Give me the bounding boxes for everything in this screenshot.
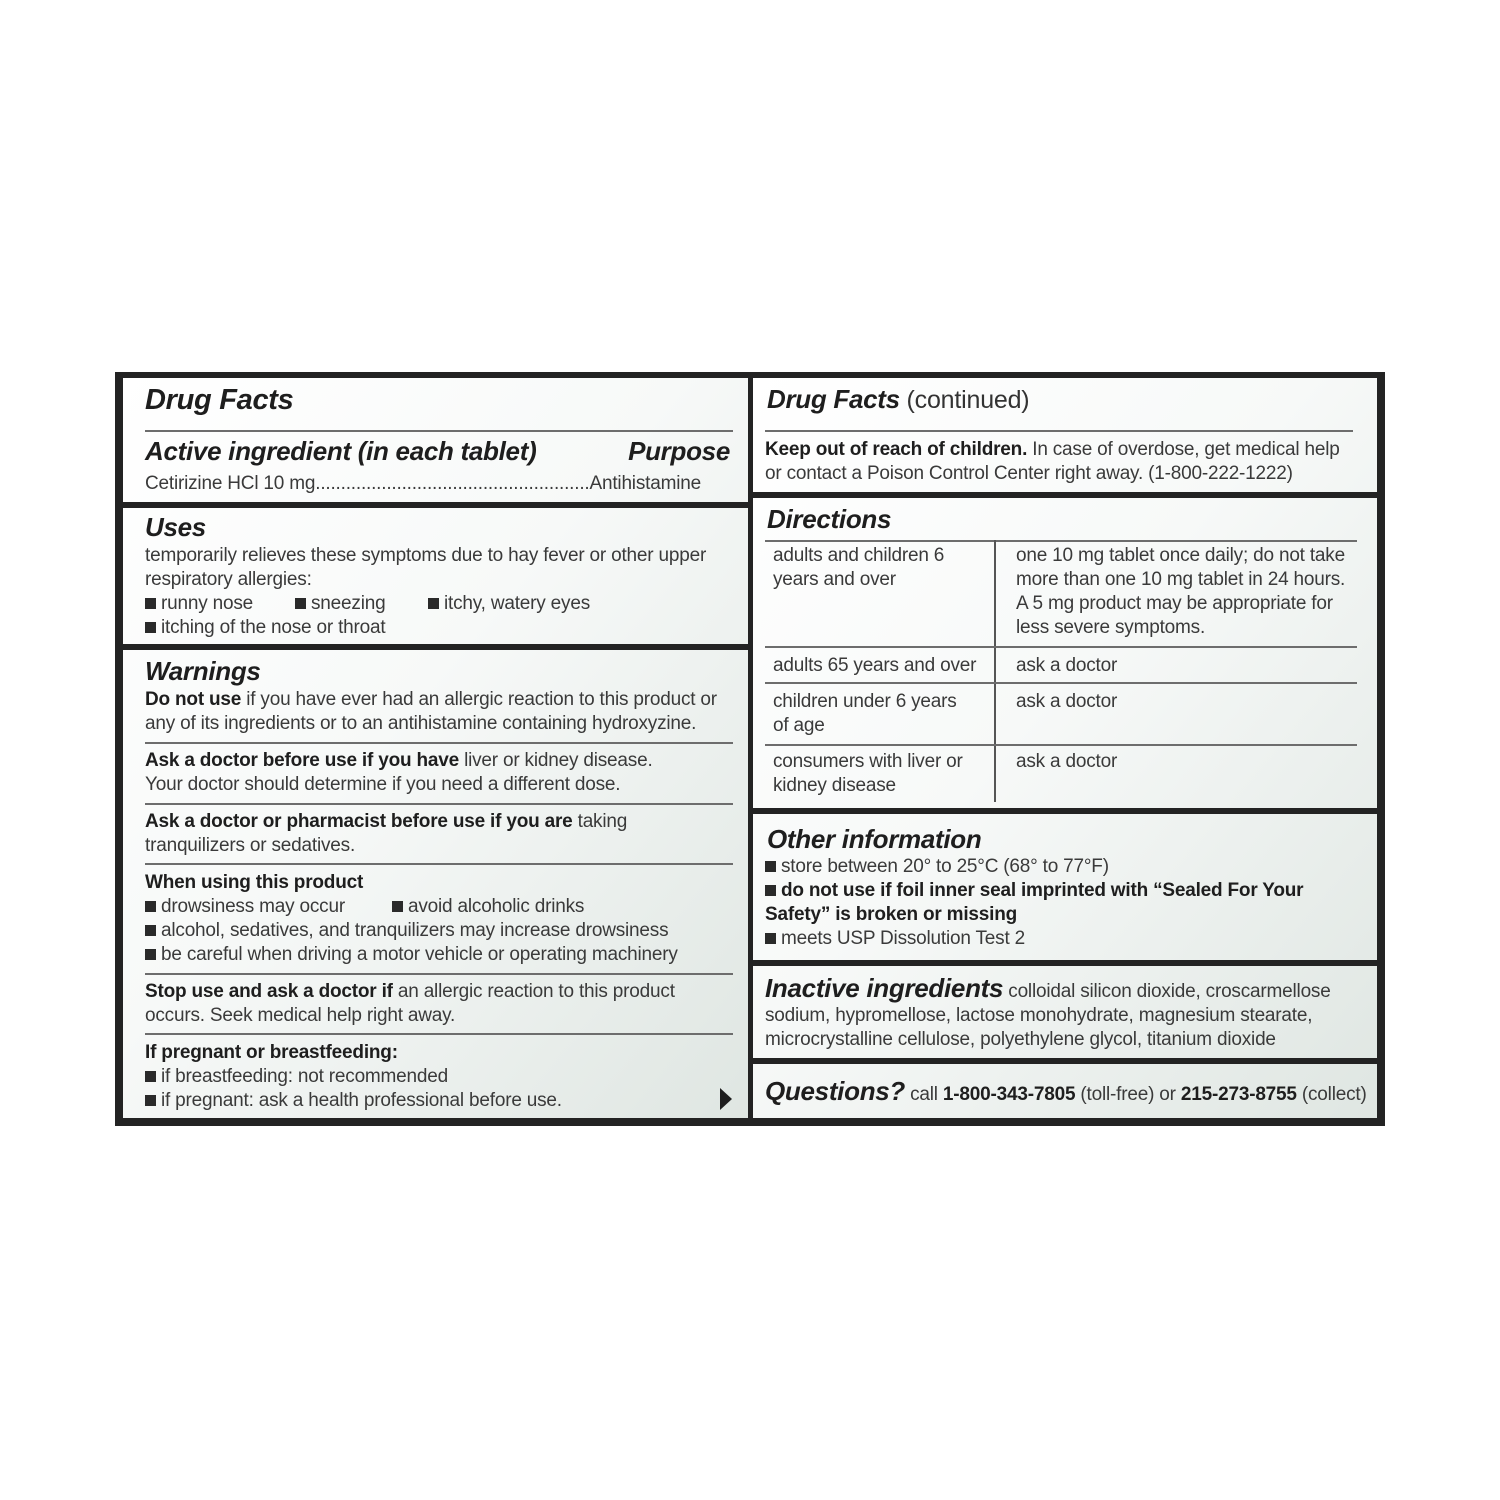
right-title: Drug Facts (continued) [767, 384, 1030, 414]
divider [145, 1033, 733, 1035]
directions-who: adults and children 6 years and over [773, 545, 945, 590]
uses-item: itchy, watery eyes [428, 592, 590, 616]
table-border [765, 540, 1357, 542]
other-info-item: store between 20° to 25°C (68° to 77°F) [765, 855, 1109, 879]
questions-heading: Questions? [765, 1076, 906, 1106]
page-title: Drug Facts [145, 384, 294, 416]
directions-who: adults 65 years and over [773, 655, 977, 676]
section-divider [753, 960, 1377, 966]
directions-what: ask a doctor [1016, 655, 1118, 676]
bullet-icon [295, 598, 306, 609]
keep-out-of-reach: Keep out of reach of children. In case of overdose, get medical help or contact a Poison Control Center right away. (1-800-222-1222) [765, 439, 1340, 484]
directions-who: consumers with liver or kidney disease [773, 751, 963, 796]
when-using-heading: When using this product [145, 872, 364, 893]
bullet-icon [145, 949, 156, 960]
ask-doctor: Ask a doctor before use if you have liver or kidney disease. Your doctor should determine if you need a different dose. [145, 750, 653, 795]
uses-item: sneezing [295, 592, 385, 616]
directions-table [765, 540, 1357, 806]
divider [145, 863, 733, 865]
divider [145, 973, 733, 975]
stop-use: Stop use and ask a doctor if an allergic reaction to this product occurs. Seek medical help right away. [145, 981, 675, 1026]
questions: Questions? call 1-800-343-7805 (toll-free) or 215-273-8755 (collect) [765, 1076, 1367, 1106]
inactive-ingredients: Inactive ingredients colloidal silicon dioxide, croscarmellose sodium, hypromellose, lactose monohydrate, magnesium stearate, microcrystalline cellulose, polyethylene glycol, titanium dioxide [765, 973, 1331, 1050]
directions-what: one 10 mg tablet once daily; do not take more than one 10 mg tablet in 24 hours. A 5 mg product may be appropriate for less severe symptoms. [1016, 545, 1346, 638]
divider [145, 430, 733, 432]
divider [145, 803, 733, 805]
table-border [765, 646, 1357, 648]
directions-what: ask a doctor [1016, 691, 1118, 712]
divider [145, 742, 733, 744]
active-ingredient-row [145, 472, 735, 496]
bullet-icon [765, 885, 776, 896]
directions-who: children under 6 years of age [773, 691, 957, 736]
warnings-heading: Warnings [145, 656, 261, 686]
when-using-item: be careful when driving a motor vehicle or operating machinery [145, 943, 678, 967]
section-divider [123, 502, 748, 508]
bullet-icon [428, 598, 439, 609]
do-not-use: Do not use if you have ever had an allergic reaction to this product or any of its ingredients or to an antihistamine containing hydroxyzine. [145, 689, 717, 734]
directions-what: ask a doctor [1016, 751, 1118, 772]
bullet-icon [145, 901, 156, 912]
other-info-heading: Other information [767, 824, 982, 854]
left-column [123, 378, 748, 1118]
leader-dots: ...................................................... [315, 473, 590, 494]
right-column [753, 378, 1377, 1118]
pregnant-heading: If pregnant or breastfeeding: [145, 1042, 398, 1063]
other-info-item: do not use if foil inner seal imprinted with “Sealed For Your Safety” is broken or missing [765, 880, 1304, 925]
drug-facts-label [115, 372, 1385, 1126]
bullet-icon [145, 925, 156, 936]
directions-heading: Directions [767, 504, 892, 534]
phone-collect[interactable]: 215-273-8755 [1180, 1084, 1297, 1105]
divider [765, 430, 1353, 432]
bullet-icon [145, 1071, 156, 1082]
section-divider [753, 1058, 1377, 1064]
inactive-heading: Inactive ingredients [765, 973, 1004, 1003]
bullet-icon [765, 933, 776, 944]
bullet-icon [145, 622, 156, 633]
uses-item: itching of the nose or throat [145, 616, 385, 640]
active-ingredient-heading: Active ingredient (in each tablet) [145, 436, 537, 466]
section-divider [753, 808, 1377, 814]
bullet-icon [145, 598, 156, 609]
when-using-item: avoid alcoholic drinks [392, 895, 584, 919]
table-border [765, 682, 1357, 684]
section-divider [753, 492, 1377, 498]
phone-tollfree[interactable]: 1-800-343-7805 [942, 1084, 1076, 1105]
pregnant-item: if pregnant: ask a health professional before use. [145, 1089, 562, 1113]
pregnant-item: if breastfeeding: not recommended [145, 1065, 448, 1089]
purpose-heading: Purpose [628, 436, 730, 466]
when-using-item: alcohol, sedatives, and tranquilizers may increase drowsiness [145, 919, 668, 943]
uses-heading: Uses [145, 512, 206, 542]
purpose-value: Antihistamine [589, 473, 701, 494]
bullet-icon [392, 901, 403, 912]
active-ingredient: Cetirizine HCl 10 mg [145, 473, 316, 494]
table-column-divider [994, 540, 996, 802]
uses-intro: temporarily relieves these symptoms due to hay fever or other upper respiratory allergies: [145, 545, 707, 590]
section-divider [123, 644, 748, 650]
uses-item: runny nose [145, 592, 253, 616]
other-info-item: meets USP Dissolution Test 2 [765, 927, 1025, 951]
table-border [765, 744, 1357, 746]
bullet-icon [145, 1095, 156, 1106]
continue-arrow-icon [720, 1088, 732, 1110]
ask-pharmacist: Ask a doctor or pharmacist before use if you are taking tranquilizers or sedatives. [145, 811, 628, 856]
when-using-item: drowsiness may occur [145, 895, 345, 919]
bullet-icon [765, 861, 776, 872]
